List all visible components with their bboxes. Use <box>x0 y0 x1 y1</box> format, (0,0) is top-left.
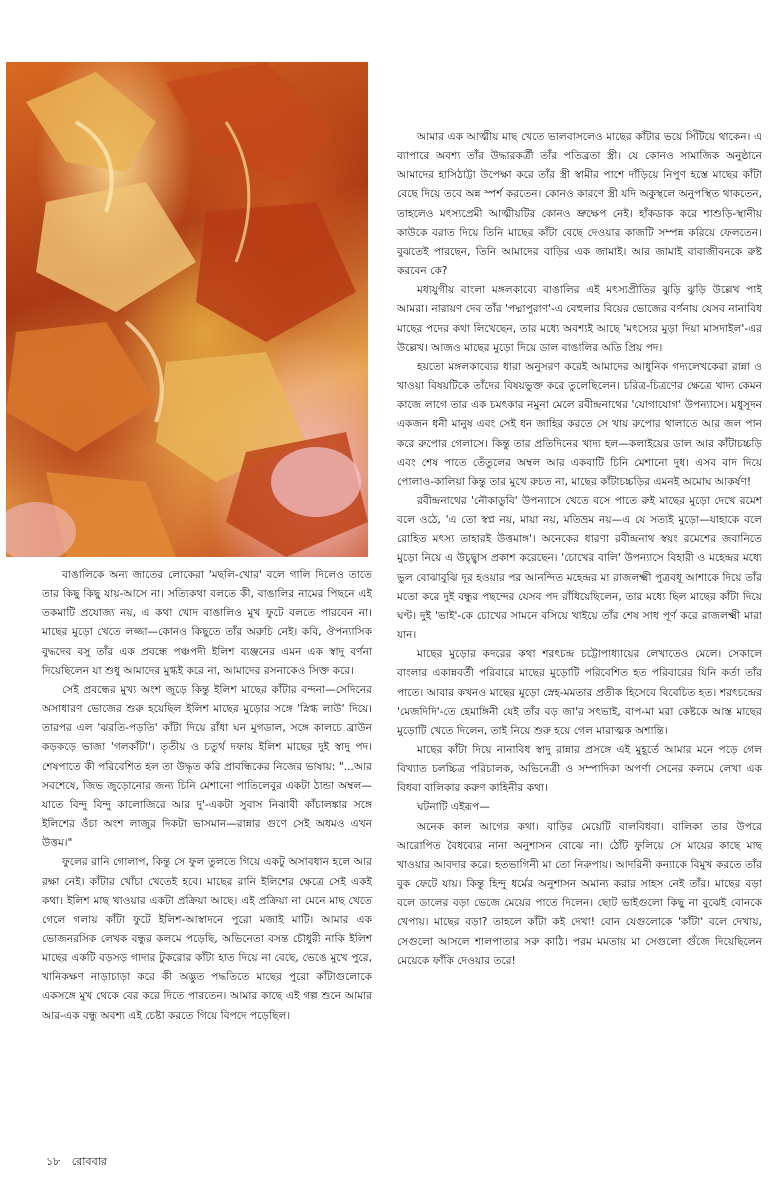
page-folio <box>46 1153 115 1172</box>
paragraph: মধ্যযুগীয় বাংলা মঙ্গলকাব্যে বাঙালির এই মৎস্যপ্রীতির ঝুড়ি ঝুড়ি উল্লেখ পাই আমরা। নারায়ণ দেব তাঁর 'পদ্মাপুরাণ'-এ বেহুলার বিয়ের ভোজের বর্ণনায় যেসব নানাবিধ মাছের পদের কথা লিখেছেন, তার মধ্যে অবশ্যই আছে 'মৎস্যের মুড়া দিয়া মাসদাইল'-এর উল্লেখ। আজও মাছের মুড়ো দিয়ে ডাল বাঙালির অতি প্রিয় পদ। <box>397 284 762 354</box>
fried-fish-photo <box>6 62 368 557</box>
paragraph: আমার এক আত্মীয় মাছ খেতে ভালবাসলেও মাছের কাঁটার ভয়ে সিঁটিয়ে থাকেন। এ ব্যাপারে অবশ্য তাঁর উদ্ধারকর্ত্রী তাঁর পতিব্রতা স্ত্রী। যে কোনও সামাজিক অনুষ্ঠানে আমাদের হাসিঠাট্টা উপেক্ষা করে তাঁর স্ত্রী স্বামীর পাশে দাঁড়িয়ে নিপুণ হস্তে মাছের কাঁটা বেছে দিয়ে তবে অন্ন স্পর্শ করতেন। কোনও কারণে স্ত্রী যদি অকুস্থলে অনুপস্থিত থাকতেন, তাহলেও মৎস্যপ্রেমী আত্মীয়টির কোনও ভ্রুক্ষেপ নেই। হাঁকডাক করে শাশুড়ি-স্থানীয় কাউকে বরাত দিয়ে তিনি মাছের কাঁটা বেছে দেওয়ার কাজটি সম্পন্ন করিয়ে ফেলতেন। বুঝতেই পারছেন, তিনি আমাদের বাড়ির এক জামাই। আর জামাই বাবাজীবনকে রুষ্ট করবেন কে? <box>397 131 762 278</box>
paragraph: ফুলের রানি গোলাপ, কিন্তু সে ফুল তুলতে গিয়ে একটু অসাবধান হলে আর রক্ষা নেই। কাঁটার খোঁচা খেতেই হবে। মাছের রানি ইলিশের ক্ষেত্রে সেই একই কথা। ইলিশ মাছ খাওয়ার একটা প্রক্রিয়া আছে। এই প্রক্রিয়া না মেনে মাছ খেতে গেলে গলায় কাঁটা ফুটে ইলিশ-আস্বাদনে পুরো মজাই মাটি। আমার এক ভোজনরসিক লেখক বন্ধুর কলমে পড়েছি, অভিনেতা বসন্ত চৌধুরী নাকি ইলিশ মাছের একটি বড়সড় গাদার টুকরোর কাঁটা হাত দিয়ে না বেছে, ভেঙে মুখে পুরে, খানিকক্ষণ নাড়াচাড়া করে কী অদ্ভুত পদ্ধতিতে মাছের পুরো কাঁটাগুলোকে একসঙ্গে মুখ থেকে বের করে দিতে পারতেন। আমার কাছে এই গল্প শুনে আমার আর-এক বন্ধু অবশ্য এই চেষ্টা করতে গিয়ে বিপদে পড়েছিল। <box>42 856 372 1022</box>
paragraph: রবীন্দ্রনাথের 'নৌকাডুবি' উপন্যাসে খেতে বসে পাতে রুই মাছের মুড়ো দেখে রমেশ বলে ওঠে, 'এ তো স্বপ্ন নয়, মায়া নয়, মতিভ্রম নয়—এ যে সত্যই মুড়ো—যাহাকে বলে রোহিত মৎস্য তাহারই উত্তমাঙ্গ'। অনেকের ধারণা রবীন্দ্রনাথ স্বয়ং রমেশের জবানিতে মুড়ো নিয়ে এ উচ্ছ্বাস প্রকাশ করেছেন। 'চোখের বালি' উপন্যাসে বিহারী ও মহেন্দ্রর মধ্যে ভুল বোঝাবুঝি দূর হওয়ার পর আনন্দিত মহেন্দ্রর মা রাজলক্ষ্মী পুত্রবধূ আশাকে দিয়ে তাঁর মতো করে দুই বন্ধুর পছন্দের যেসব পদ রাঁধিয়েছিলেন, তার মধ্যে ছিল মাছের কাঁটা দিয়ে ঘণ্ট। দুই 'ভাই'-কে চোখের সামনে বসিয়ে খাইয়ে তাঁর শেষ সাধ পূর্ণ করে রাজলক্ষ্মী মারা যান। <box>397 494 762 642</box>
paragraph: হয়তো মঙ্গলকাব্যের ধারা অনুসরণ করেই আমাদের আধুনিক গদ্যলেখকেরা রান্না ও খাওয়া বিষয়টিকে তাঁদের বিষয়ভুক্ত করে তুলেছিলেন। চরিত্র-চিত্রণের ক্ষেত্রে খাদ্য কেমন কাজে লাগে তার এক চমৎকার নমুনা মেলে রবীন্দ্রনাথের 'যোগাযোগ' উপন্যাসে। মধুসূদন একজন ধনী মানুষ এবং সেই ধন জাহির করতে সে খায় রুপোর থালাতে আর জল পান করে রুপোর গেলাসে। কিন্তু তার প্রতিদিনের খাদ্য হল—কলাইয়ের ডাল আর কাঁটাচচ্চড়ি এবং শেষ পাতে তেঁতুলের অম্বল আর একবাটি চিনি মেশানো দুধ। এসব বাদ দিয়ে পোলাও-কালিয়া কিন্তু তার মুখে রুচত না, মাছের কাঁটাচচ্চড়ির এমনই অমোঘ আকর্ষণ! <box>397 360 762 488</box>
paragraph: বাঙালিকে অন্য জাতের লোকেরা 'মছলি-খোর' বলে গালি দিলেও তাতে তার কিছু কিছু যায়-আসে না। সত্যিকথা বলতে কী, বাঙালির নামের পিছনে এই তকমাটি প্রযোজ্য নয়, এ কথা খোদ বাঙালিও মুখ ফুটে বলতে পারবেন না। মাছের মুড়ো খেতে লজ্জা—কোনও কিছুতে তাঁর অরুচি নেই। কবি, ঔপন্যাসিক বুদ্ধদেব বসু তাঁর এক প্রবন্ধে পঞ্চপদী ইলিশ ব্যঞ্জনের এমন এক স্বাদু বর্ণনা দিয়েছিলেন যা শুধু আমাদের মুগ্ধই করে না, আমাদের রসনাকেও সিক্ত করে। <box>42 569 372 677</box>
paragraph: মাছের কাঁটা দিয়ে নানাবিধ স্বাদু রান্নার প্রসঙ্গে এই মুহূর্তে আমার মনে পড়ে গেল বিখ্যাত চলচ্চিত্র পরিচালক, অভিনেত্রী ও সম্পাদিকা অপর্ণা সেনের কলমে লেখা এক বিধবা বালিকার করুণ কাহিনীর কথা। <box>397 744 762 795</box>
section-name: রোববার <box>71 1155 107 1168</box>
paragraph: অনেক কাল আগের কথা। বাড়ির মেয়েটি বালবিধবা। বালিকা তার উপরে আরোপিত বৈধব্যের নানা অনুশাসন বোঝে না। ঠোঁট ফুলিয়ে সে মায়ের কাছে মাছ খাওয়ার আবদার করে। হতভাগিনী মা তো নিরুপায়। আদরিনী কন্যাকে বিমুখ করতে তাঁর বুক ফেটে যায়। কিন্তু হিন্দু ধর্মের অনুশাসন অমান্য করার সাহস নেই তাঁর। মাছের বড়া বলে ডালের বড়া ভেজে মেয়ের পাতে দিলেন। ছোট ভাইগুলো কিছু না বুঝেই বোনকে খেপায়। মাছের বড়া? তাহলে কাঁটা কই দেখা! বোন যেগুলোকে 'কাঁটা' বলে দেখায়, সেগুলো আসলে শালপাতার সরু কাঠি। পরম মমতায় মা সেগুলো গুঁজে দিয়েছিলেন মেয়েকে ফাঁকি দেওয়ার তরে! <box>397 820 762 967</box>
page-number: ১৮ <box>46 1155 61 1168</box>
paragraph: ঘটনাটি এইরূপ— <box>417 801 490 814</box>
paragraph: সেই প্রবন্ধের মুখ্য অংশ জুড়ে কিন্তু ইলিশ মাছের কাঁটার বন্দনা—সেদিনের অসাধারণ ভোজের শুরু হয়েছিল ইলিশ মাছের মুড়োর সঙ্গে 'স্নিগ্ধ লাউ' দিয়ে। তারপর এল 'ঝরতি-পড়তি' কাঁটা দিয়ে রাঁধা ঘন মুগডাল, সঙ্গে কালচে ব্রাউন কড়কড়ে ভাজা 'গলকাঁটা'। তৃতীয় ও চতুর্থ দফায় ইলিশ মাছের দুই স্বাদু পদ। শেষপাতে কী পরিবেশিত হল তা উদ্ধৃত করি প্রাবন্ধিকের নিজের ভাষায়: "...আর সবশেষে, জিভ জুড়োনোর জন্য চিনি মেশানো পাতিলেবুর একটা ঠান্ডা অম্বল—যাতে বিন্দু বিন্দু কালোজিরে আর দু'-একটা সুবাস নিঝাবী কাঁচালঙ্কার সঙ্গে ইলিশের ওঁচা অংশ লাজুর দিকটা ভাসমান—রান্নার গুণে সেই অধমও এখন উত্তম।" <box>42 683 372 850</box>
paragraph: মাছের মুড়োর কদরের কথা শরৎচন্দ্র চট্টোপাধ্যায়ের লেখাতেও মেলে। সেকালে বাংলার একান্নবর্তী পরিবারে মাছের মুড়োটি পরিবেশিত হত পরিবারের যিনি কর্তা তাঁর পাতে। আবার কখনও মাছের মুড়ো স্নেহ-মমতার প্রতীক হিসেবে বিবেচিত হত। শরৎচন্দ্রের 'মেজদিদি'-তে হেমাঙ্গিনী যেই তাঁর বড় জা'র সৎভাই, বাপ-মা মরা কেষ্টকে আস্ত মাছের মুড়োটি খেতে দিলেন, তাই নিয়ে শুরু হয়ে গেল মারাত্মক অশান্তি। <box>397 648 762 737</box>
right-article-column <box>397 128 762 971</box>
left-article-column <box>42 566 372 1026</box>
fried-fish-illustration <box>6 62 368 557</box>
